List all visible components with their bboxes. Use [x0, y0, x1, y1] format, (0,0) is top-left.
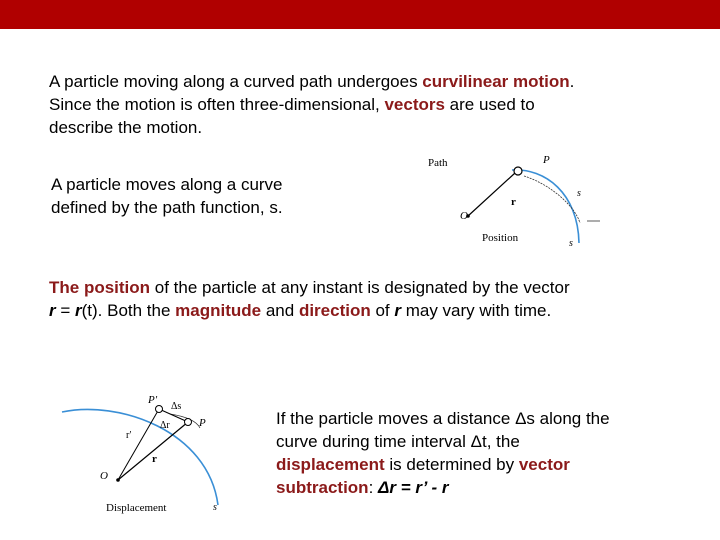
path-curve-2	[62, 409, 218, 505]
position-diagram	[420, 148, 610, 253]
delta-s-label: Δs	[171, 401, 182, 412]
arc-s-label: s	[577, 188, 581, 199]
position-text-1: of the particle at any instant is designated by the vector	[150, 278, 570, 297]
displacement-paragraph	[276, 407, 696, 499]
position-text-4: of	[370, 301, 395, 320]
p-prime-label: P′	[148, 394, 158, 406]
r-prime-vector	[118, 409, 159, 480]
position-label: Position	[482, 232, 519, 244]
keyword-curvilinear-motion: curvilinear motion	[422, 72, 570, 91]
origin-label-2: O	[100, 470, 108, 482]
keyword-displacement: displacement	[276, 455, 385, 474]
position-text-3: and	[261, 301, 299, 320]
intro-text-1: A particle moving along a curved path undergoes	[49, 72, 423, 91]
intro-text-5: describe the motion.	[49, 118, 203, 137]
path-s-label: s	[569, 238, 573, 249]
intro-paragraph	[49, 70, 689, 139]
path-text-1: A particle moves along a curve	[51, 175, 283, 194]
intro-text-3: Since the motion is often three-dimensional,	[49, 95, 385, 114]
position-text-2: (t). Both the	[81, 301, 176, 320]
vector-r-again: r	[394, 301, 401, 320]
position-text-5: may vary with time.	[400, 301, 552, 320]
position-vector	[468, 173, 515, 216]
disp-colon: :	[368, 478, 379, 497]
path-text-2: defined by the path function, s.	[51, 198, 283, 217]
r-prime-label: r′	[126, 430, 132, 441]
vector-r-label: r	[511, 196, 516, 208]
displacement-label: Displacement	[106, 502, 167, 514]
keyword-direction: direction	[298, 301, 371, 320]
vector-r: r	[49, 301, 56, 320]
delta-r-label: Δr	[160, 420, 170, 431]
disp-text-1: If the particle moves a distance Δs along the	[276, 409, 610, 428]
title-banner	[0, 0, 720, 29]
particle-label: P	[543, 154, 550, 166]
keyword-magnitude: magnitude	[175, 301, 262, 320]
path-curve	[512, 170, 579, 243]
particle-dot	[514, 167, 522, 175]
disp-text-2: curve during time interval Δt, the	[276, 432, 520, 451]
keyword-the-position: The position	[49, 278, 151, 297]
keyword-vectors: vectors	[384, 95, 445, 114]
displacement-diagram	[58, 390, 238, 518]
position-paragraph	[49, 276, 709, 322]
p-label: P	[199, 417, 206, 429]
intro-text-4: are used to	[444, 95, 535, 114]
origin-label: O	[460, 210, 468, 222]
path-paragraph	[51, 173, 341, 219]
path-label: Path	[428, 157, 448, 169]
vector-r-of-t: r	[75, 301, 82, 320]
r-label: r	[152, 453, 157, 465]
position-eq: =	[55, 301, 75, 320]
displacement-equation: Δr = r’ - r	[378, 478, 449, 497]
intro-text-2: .	[569, 72, 575, 91]
keyword-vector: vector	[518, 455, 570, 474]
p-dot	[185, 419, 192, 426]
path-s-label-2: s	[213, 502, 217, 513]
disp-text-3: is determined by	[384, 455, 519, 474]
p-prime-dot	[156, 406, 163, 413]
keyword-subtraction: subtraction	[276, 478, 369, 497]
origin-dot-2	[116, 478, 120, 482]
